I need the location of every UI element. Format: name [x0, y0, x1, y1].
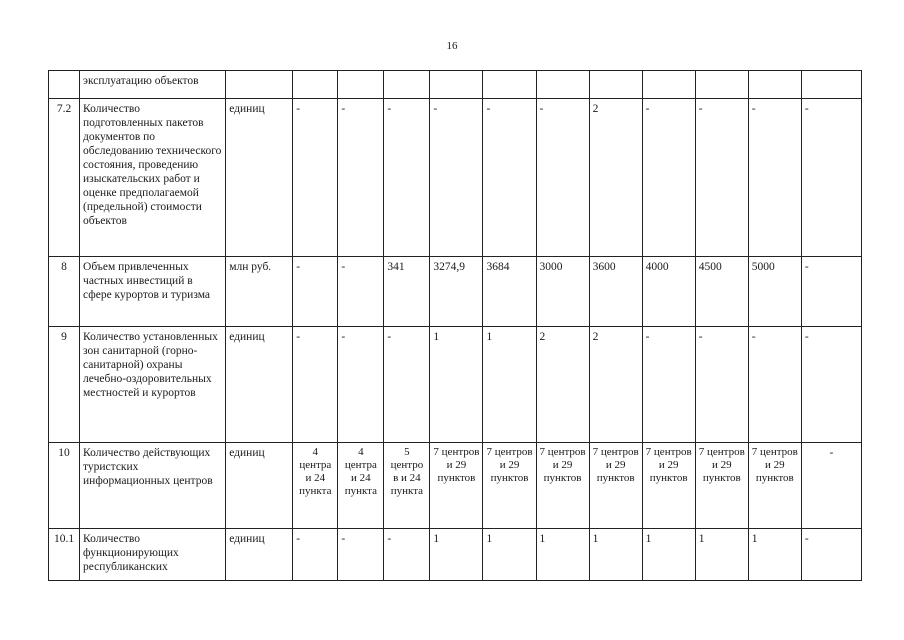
value-cell: - — [293, 257, 338, 327]
value-cell: 1 — [695, 529, 748, 581]
value-cell — [748, 71, 801, 99]
value-cell: 2 — [536, 327, 589, 443]
indicator-name: эксплуатацию объектов — [80, 71, 226, 99]
indicator-name: Количество действующих туристских информационных центров — [80, 443, 226, 529]
row-number: 10.1 — [49, 529, 80, 581]
value-cell: 7 центров и 29 пунктов — [430, 443, 483, 529]
value-cell: - — [536, 99, 589, 257]
value-cell: - — [293, 529, 338, 581]
row-number: 9 — [49, 327, 80, 443]
value-cell: 2 — [589, 327, 642, 443]
value-cell: - — [801, 529, 861, 581]
table-row — [49, 99, 862, 257]
value-cell: - — [801, 257, 861, 327]
value-cell: 3000 — [536, 257, 589, 327]
value-cell — [293, 71, 338, 99]
indicator-name: Количество установленных зон санитарной (горно-санитарной) охраны лечебно-оздоровительных местностей и курортов — [80, 327, 226, 443]
value-cell: 3600 — [589, 257, 642, 327]
value-cell: 7 центров и 29 пунктов — [536, 443, 589, 529]
row-number: 10 — [49, 443, 80, 529]
row-number: 8 — [49, 257, 80, 327]
indicator-name: Количество подготовленных пакетов документов по обследованию технического состояния, проведению изыскательских работ и оценке предполагаемой (предельной) стоимости объектов — [80, 99, 226, 257]
indicators-table — [48, 70, 862, 581]
value-cell — [589, 71, 642, 99]
value-cell: 7 центров и 29 пунктов — [748, 443, 801, 529]
value-cell: 1 — [642, 529, 695, 581]
value-cell: - — [642, 327, 695, 443]
value-cell: - — [338, 529, 384, 581]
value-cell: 1 — [483, 529, 536, 581]
value-cell — [483, 71, 536, 99]
value-cell — [536, 71, 589, 99]
value-cell: 3274,9 — [430, 257, 483, 327]
table-row — [49, 327, 862, 443]
unit-cell: единиц — [226, 327, 293, 443]
value-cell: - — [483, 99, 536, 257]
value-cell — [695, 71, 748, 99]
value-cell — [801, 71, 861, 99]
value-cell: - — [384, 529, 430, 581]
value-cell: 7 центров и 29 пунктов — [642, 443, 695, 529]
table-row — [49, 71, 862, 99]
value-cell: 1 — [430, 529, 483, 581]
value-cell: - — [748, 327, 801, 443]
value-cell: - — [695, 99, 748, 257]
indicator-name: Объем привлеченных частных инвестиций в сфере курортов и туризма — [80, 257, 226, 327]
value-cell: - — [748, 99, 801, 257]
indicator-name: Количество функционирующих республиканских — [80, 529, 226, 581]
value-cell: - — [338, 99, 384, 257]
value-cell: - — [695, 327, 748, 443]
value-cell: - — [801, 443, 861, 529]
value-cell: - — [293, 99, 338, 257]
unit-cell: единиц — [226, 443, 293, 529]
row-number — [49, 71, 80, 99]
table-row — [49, 529, 862, 581]
table-row — [49, 443, 862, 529]
value-cell — [338, 71, 384, 99]
value-cell: - — [801, 99, 861, 257]
row-number: 7.2 — [49, 99, 80, 257]
value-cell — [384, 71, 430, 99]
value-cell: 1 — [589, 529, 642, 581]
value-cell: - — [430, 99, 483, 257]
value-cell: 4 центра и 24 пункта — [338, 443, 384, 529]
value-cell: - — [384, 99, 430, 257]
value-cell: 341 — [384, 257, 430, 327]
value-cell: - — [293, 327, 338, 443]
value-cell — [642, 71, 695, 99]
value-cell: 5 центро в и 24 пункта — [384, 443, 430, 529]
value-cell: 1 — [483, 327, 536, 443]
value-cell: - — [338, 327, 384, 443]
value-cell: 4 центра и 24 пункта — [293, 443, 338, 529]
value-cell: 4500 — [695, 257, 748, 327]
value-cell: - — [338, 257, 384, 327]
unit-cell: единиц — [226, 99, 293, 257]
unit-cell: млн руб. — [226, 257, 293, 327]
value-cell: 4000 — [642, 257, 695, 327]
value-cell: - — [384, 327, 430, 443]
value-cell: 7 центров и 29 пунктов — [695, 443, 748, 529]
value-cell: 1 — [748, 529, 801, 581]
value-cell — [430, 71, 483, 99]
value-cell: 1 — [536, 529, 589, 581]
value-cell: 3684 — [483, 257, 536, 327]
value-cell: 7 центров и 29 пунктов — [483, 443, 536, 529]
value-cell: 5000 — [748, 257, 801, 327]
page-number: 16 — [446, 40, 458, 52]
value-cell: - — [642, 99, 695, 257]
unit-cell: единиц — [226, 529, 293, 581]
value-cell: - — [801, 327, 861, 443]
value-cell: 7 центров и 29 пунктов — [589, 443, 642, 529]
value-cell: 1 — [430, 327, 483, 443]
table-row — [49, 257, 862, 327]
value-cell: 2 — [589, 99, 642, 257]
unit-cell — [226, 71, 293, 99]
